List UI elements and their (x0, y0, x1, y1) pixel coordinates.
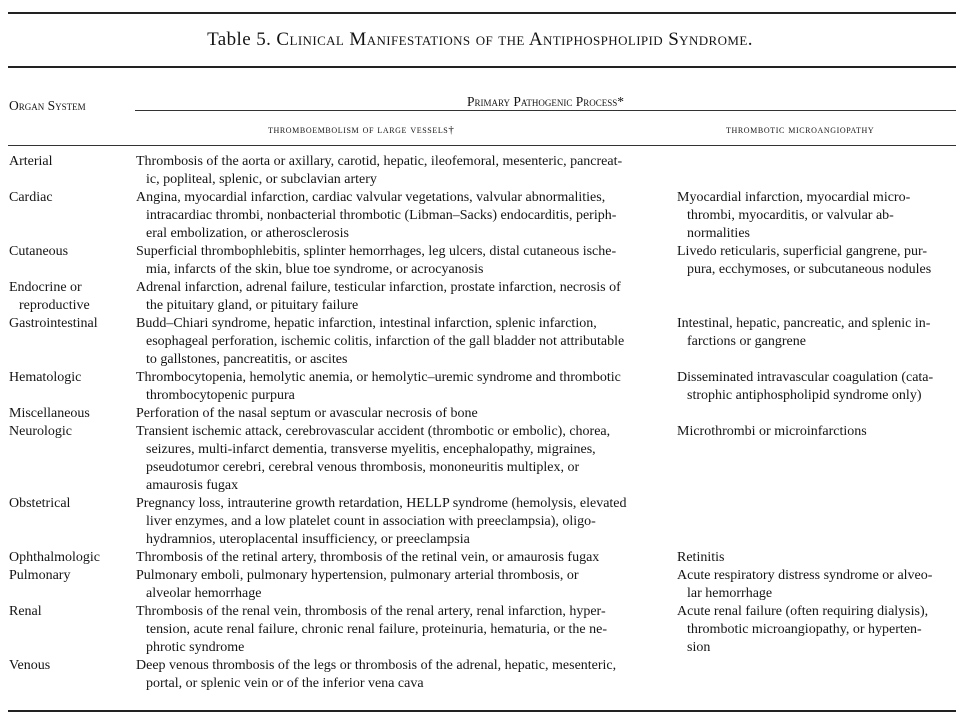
large-vessels-cell-line: Transient ischemic attack, cerebrovascular accident (thrombotic or embolic), chorea, (136, 424, 611, 439)
microangiopathy-cell-line: Livedo reticularis, superficial gangrene, pur- (677, 244, 928, 259)
microangiopathy-cell-line: Microthrombi or microinfarctions (677, 424, 867, 439)
large-vessels-cell-line: eral embolization, or atherosclerosis (146, 226, 349, 241)
large-vessels-cell-line: Pulmonary emboli, pulmonary hypertension, pulmonary arterial thrombosis, or (136, 568, 579, 583)
organ-system-cell-line: Miscellaneous (9, 406, 90, 421)
table-row (0, 279, 960, 315)
large-vessels-cell-line: portal, or splenic vein or of the inferior vena cava (146, 676, 424, 691)
table-row (0, 549, 960, 567)
microangiopathy-cell-line: strophic antiphospholipid syndrome only) (687, 388, 922, 403)
organ-system-cell (9, 315, 131, 333)
large-vessels-cell (136, 153, 622, 189)
large-vessels-header: thromboembolism of large vessels† (268, 124, 455, 136)
organ-system-cell-line: reproductive (19, 298, 90, 313)
large-vessels-cell (136, 243, 616, 279)
microangiopathy-cell-line: Myocardial infarction, myocardial micro- (677, 190, 911, 205)
organ-system-cell-line: Renal (9, 604, 42, 619)
microangiopathy-cell-line: normalities (687, 226, 750, 241)
primary-process-header: Primary Pathogenic Process* (466, 94, 625, 109)
large-vessels-cell-line: to gallstones, pancreatitis, or ascites (146, 352, 348, 367)
organ-system-cell (9, 243, 131, 261)
organ-system-cell (9, 369, 131, 387)
large-vessels-cell-line: thrombocytopenic purpura (146, 388, 295, 403)
large-vessels-cell-line: liver enzymes, and a low platelet count in association with preeclampsia), oligo- (146, 514, 596, 529)
table-row (0, 153, 960, 189)
organ-system-cell (9, 153, 131, 171)
microangiopathy-cell-line: sion (687, 640, 711, 655)
microangiopathy-cell-line: pura, ecchymoses, or subcutaneous nodules (687, 262, 932, 277)
microangiopathy-cell-line: Intestinal, hepatic, pancreatic, and splenic in- (677, 316, 931, 331)
table-title (0, 29, 960, 51)
organ-system-cell (9, 279, 131, 315)
microangiopathy-header: thrombotic microangiopathy (726, 124, 875, 136)
large-vessels-cell (136, 657, 616, 693)
organ-system-cell (9, 189, 131, 207)
organ-system-cell-line: Pulmonary (9, 568, 71, 583)
table-row (0, 567, 960, 603)
microangiopathy-cell-line: thrombi, myocarditis, or valvular ab- (687, 208, 894, 223)
organ-system-cell-line: Hematologic (9, 370, 82, 385)
table-row (0, 657, 960, 693)
organ-system-cell-line: Cardiac (9, 190, 53, 205)
organ-system-cell (9, 405, 131, 423)
table-row (0, 189, 960, 243)
microangiopathy-cell-line: lar hemorrhage (687, 586, 773, 601)
large-vessels-cell-line: Angina, myocardial infarction, cardiac valvular vegetations, valvular abnormalities, (136, 190, 606, 205)
table-row (0, 423, 960, 495)
top-rule (8, 12, 956, 14)
large-vessels-cell-line: intracardiac thrombi, nonbacterial thrombotic (Libman–Sacks) endocarditis, periph- (146, 208, 617, 223)
large-vessels-cell-line: amaurosis fugax (146, 478, 239, 493)
table-row (0, 243, 960, 279)
large-vessels-cell (136, 603, 607, 657)
large-vessels-cell (136, 279, 621, 315)
large-vessels-cell-line: Adrenal infarction, adrenal failure, testicular infarction, prostate infarction, necrosis of (136, 280, 621, 295)
bottom-rule (8, 710, 956, 712)
table-row (0, 405, 960, 423)
organ-system-cell (9, 603, 131, 621)
microangiopathy-cell (677, 567, 932, 603)
large-vessels-cell-line: the pituitary gland, or pituitary failure (146, 298, 359, 313)
microangiopathy-cell (677, 189, 910, 243)
primary-process-rule (135, 110, 956, 111)
microangiopathy-cell-line: Acute respiratory distress syndrome or alveo- (677, 568, 933, 583)
table-number: Table 5. (207, 29, 272, 50)
organ-system-cell (9, 495, 131, 513)
large-vessels-cell-line: Thrombosis of the renal vein, thrombosis of the renal artery, renal infarction, hyper- (136, 604, 606, 619)
large-vessels-cell-line: seizures, multi-infarct dementia, transverse myelitis, encephalopathy, migraines, (146, 442, 596, 457)
large-vessels-cell-line: hydramnios, uteroplacental insufficiency, or preeclampsia (146, 532, 470, 547)
large-vessels-cell-line: tension, acute renal failure, chronic renal failure, proteinuria, hematuria, or the ne- (146, 622, 608, 637)
large-vessels-cell (136, 405, 478, 423)
microangiopathy-cell (677, 243, 931, 279)
title-rule (8, 66, 956, 68)
table-row (0, 315, 960, 369)
large-vessels-cell-line: Deep venous thrombosis of the legs or thrombosis of the adrenal, hepatic, mesenteric, (136, 658, 617, 673)
organ-system-header: Organ System (9, 98, 86, 113)
large-vessels-cell-line: Pregnancy loss, intrauterine growth retardation, HELLP syndrome (hemolysis, elevated (136, 496, 627, 511)
large-vessels-cell-line: alveolar hemorrhage (146, 586, 262, 601)
organ-system-cell-line: Neurologic (9, 424, 72, 439)
large-vessels-cell (136, 549, 599, 567)
organ-system-cell-line: Arterial (9, 154, 53, 169)
organ-system-cell-line: Ophthalmologic (9, 550, 100, 565)
organ-system-cell-line: Endocrine or (9, 280, 82, 295)
microangiopathy-cell (677, 603, 928, 657)
microangiopathy-cell (677, 423, 867, 441)
organ-system-cell-line: Gastrointestinal (9, 316, 98, 331)
microangiopathy-cell (677, 315, 930, 351)
microangiopathy-cell-line: farctions or gangrene (687, 334, 806, 349)
large-vessels-cell-line: Budd–Chiari syndrome, hepatic infarction, intestinal infarction, splenic infarction, (136, 316, 597, 331)
large-vessels-cell-line: Perforation of the nasal septum or avascular necrosis of bone (136, 406, 478, 421)
table-caption: Clinical Manifestations of the Antiphospholipid Syndrome. (276, 29, 753, 50)
table-row (0, 603, 960, 657)
large-vessels-cell-line: pseudotumor cerebri, cerebral venous thrombosis, mononeuritis multiplex, or (146, 460, 580, 475)
organ-system-cell-line: Cutaneous (9, 244, 69, 259)
organ-system-cell (9, 549, 131, 567)
organ-system-cell (9, 423, 131, 441)
table-row (0, 495, 960, 549)
header-rule (8, 145, 956, 146)
organ-system-cell (9, 657, 131, 675)
large-vessels-cell (136, 189, 616, 243)
microangiopathy-cell-line: Retinitis (677, 550, 725, 565)
microangiopathy-cell-line: Disseminated intravascular coagulation (cata- (677, 370, 934, 385)
large-vessels-cell (136, 423, 610, 495)
large-vessels-cell-line: esophageal perforation, ischemic colitis, infarction of the gall bladder not attributable (146, 334, 625, 349)
large-vessels-cell-line: Superficial thrombophlebitis, splinter hemorrhages, leg ulcers, distal cutaneous ische- (136, 244, 617, 259)
large-vessels-cell-line: Thrombocytopenia, hemolytic anemia, or hemolytic–uremic syndrome and thrombotic (136, 370, 621, 385)
microangiopathy-cell (677, 369, 933, 405)
large-vessels-cell (136, 495, 627, 549)
microangiopathy-cell (677, 549, 724, 567)
table-row (0, 369, 960, 405)
table-body (0, 153, 960, 693)
organ-system-cell-line: Venous (9, 658, 51, 673)
large-vessels-cell-line: mia, infarcts of the skin, blue toe syndrome, or acrocyanosis (146, 262, 484, 277)
organ-system-cell (9, 567, 131, 585)
large-vessels-cell-line: Thrombosis of the retinal artery, thrombosis of the retinal vein, or amaurosis fugax (136, 550, 600, 565)
organ-system-cell-line: Obstetrical (9, 496, 71, 511)
microangiopathy-cell-line: thrombotic microangiopathy, or hyperten- (687, 622, 922, 637)
large-vessels-cell-line: phrotic syndrome (146, 640, 245, 655)
large-vessels-cell (136, 567, 578, 603)
large-vessels-cell-line: ic, popliteal, splenic, or subclavian artery (146, 172, 377, 187)
large-vessels-cell-line: Thrombosis of the aorta or axillary, carotid, hepatic, ileofemoral, mesenteric, pancreat- (136, 154, 623, 169)
large-vessels-cell (136, 369, 621, 405)
large-vessels-cell (136, 315, 624, 369)
microangiopathy-cell-line: Acute renal failure (often requiring dialysis), (677, 604, 929, 619)
